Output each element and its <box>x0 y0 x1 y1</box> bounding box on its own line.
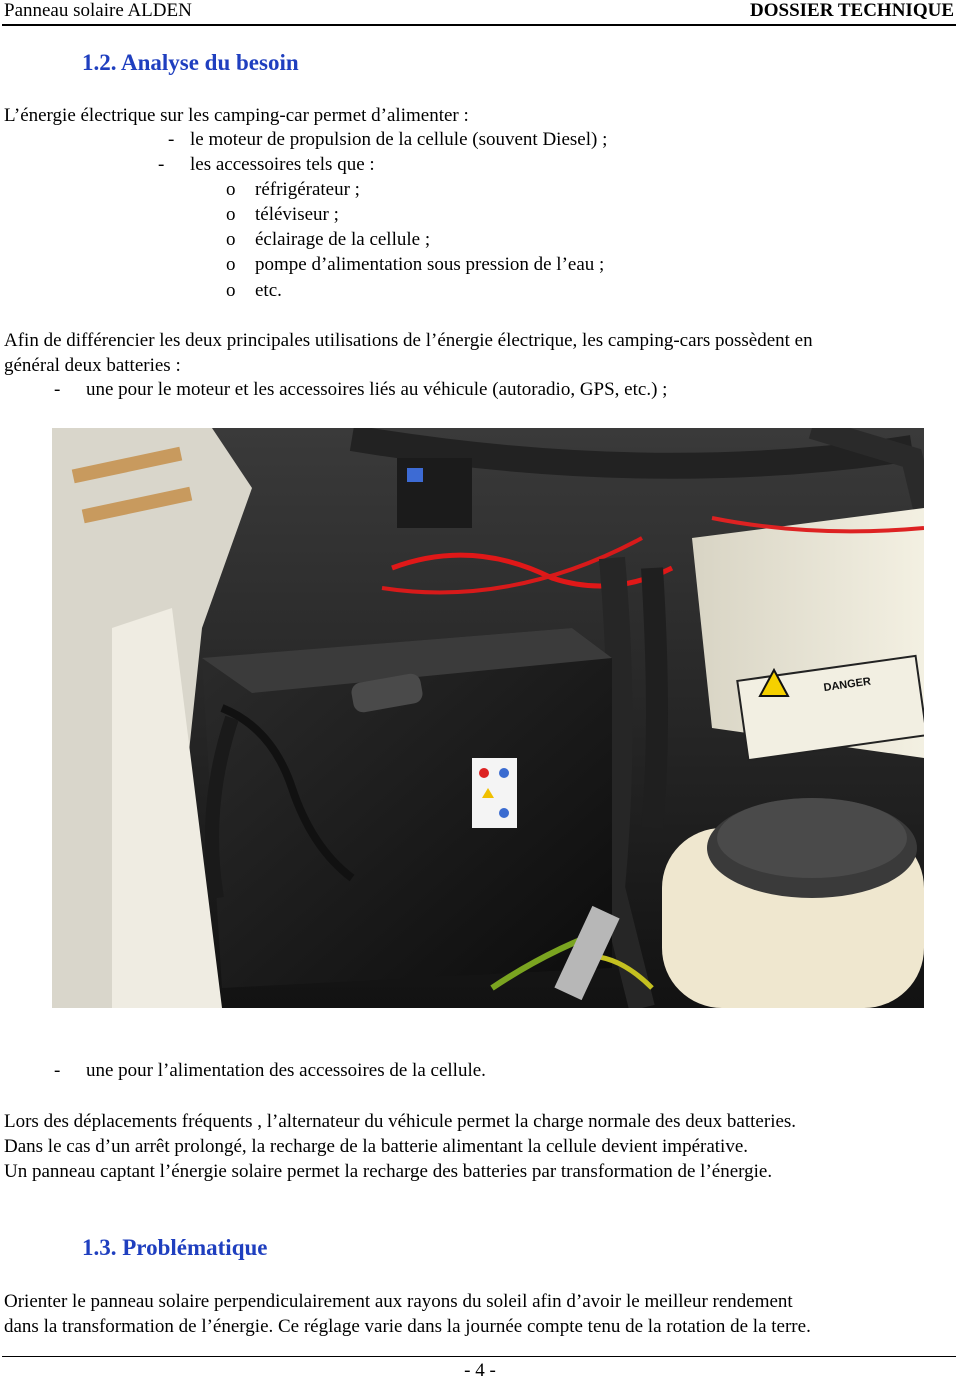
list-item: téléviseur ; <box>255 204 339 225</box>
paragraph-line: Dans le cas d’un arrêt prolongé, la recharge de la batterie alimentant la cellule devient impérative. <box>4 1136 749 1157</box>
bullet-marker: o <box>226 254 236 275</box>
paragraph-line: Orienter le panneau solaire perpendiculairement aux rayons du soleil afin d’avoir le meilleur rendement <box>4 1291 793 1312</box>
list-item: réfrigérateur ; <box>255 179 360 200</box>
paragraph-line: dans la transformation de l’énergie. Ce réglage varie dans la journée compte tenu de la rotation de la terre. <box>4 1316 811 1337</box>
page-number: - 4 - <box>464 1360 496 1381</box>
intro-text: L’énergie électrique sur les camping-car permet d’alimenter : <box>4 105 469 126</box>
paragraph-line: Un panneau captant l’énergie solaire permet la recharge des batteries par transformation de l’énergie. <box>4 1161 773 1182</box>
dash-marker: - <box>168 129 175 150</box>
section-title-problematique: 1.3. Problématique <box>82 1235 268 1260</box>
bullet-marker: o <box>226 204 236 225</box>
header-rule <box>2 24 956 26</box>
bullet-marker: o <box>226 229 236 250</box>
list-item: pompe d’alimentation sous pression de l’eau ; <box>255 254 605 275</box>
photo-warning-label: DANGER <box>822 675 872 695</box>
paragraph-line: Afin de différencier les deux principales utilisations de l’énergie électrique, les camping-cars possèdent en <box>4 330 813 351</box>
bullet-marker: o <box>226 280 236 301</box>
battery-item: une pour l’alimentation des accessoires de la cellule. <box>86 1060 486 1081</box>
bullet-marker: o <box>226 179 236 200</box>
header-title: Panneau solaire ALDEN <box>4 0 192 21</box>
dash-marker: - <box>158 154 165 175</box>
header-doc-type: DOSSIER TECHNIQUE <box>750 0 954 21</box>
footer-rule <box>2 1356 956 1357</box>
paragraph-line: général deux batteries : <box>4 355 181 376</box>
list-item: le moteur de propulsion de la cellule (souvent Diesel) ; <box>190 129 608 150</box>
paragraph-line: Lors des déplacements fréquents , l’alternateur du véhicule permet la charge normale des deux batteries. <box>4 1111 797 1132</box>
battery-item: une pour le moteur et les accessoires liés au véhicule (autoradio, GPS, etc.) ; <box>86 379 668 400</box>
dash-marker: - <box>54 1060 61 1081</box>
section-title-analyse: 1.2. Analyse du besoin <box>82 50 299 75</box>
list-item: etc. <box>255 280 282 301</box>
list-item: éclairage de la cellule ; <box>255 229 431 250</box>
battery-photo <box>52 428 924 1008</box>
list-item: les accessoires tels que : <box>190 154 375 175</box>
dash-marker: - <box>54 379 61 400</box>
